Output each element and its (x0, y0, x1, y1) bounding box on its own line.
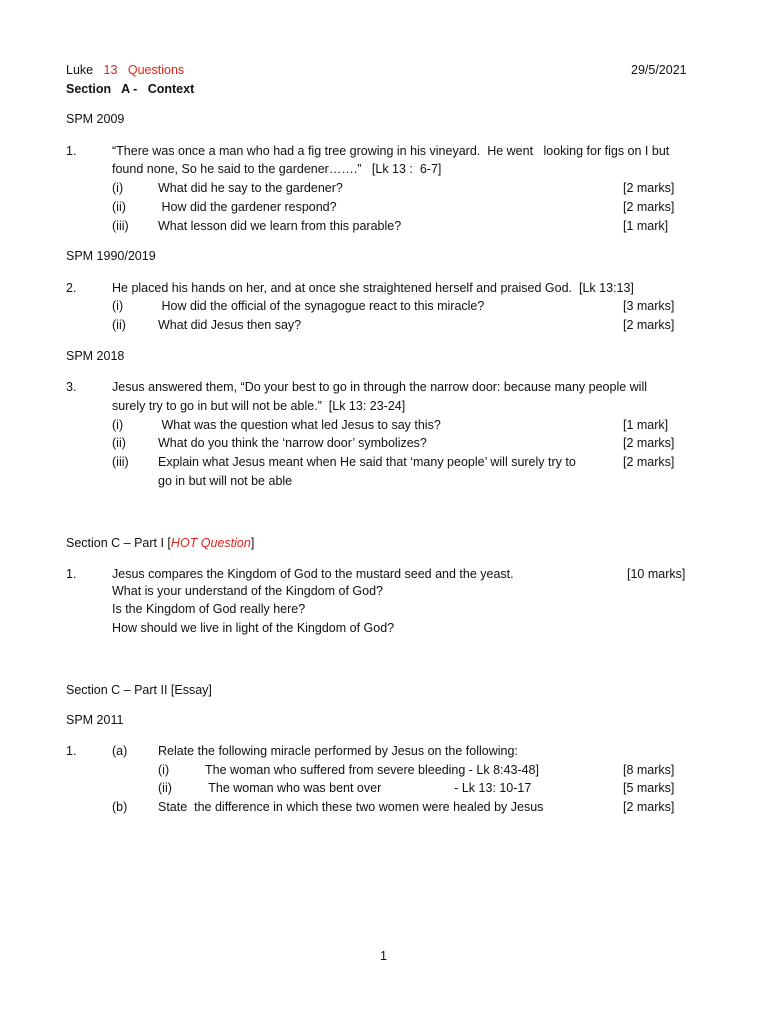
section-c2-heading: Section C – Part II [Essay] (66, 683, 212, 697)
section-c1-heading (66, 535, 254, 551)
question-quote-cont: surely try to go in but will not be able.” [Lk 13: 23-24] (112, 399, 406, 413)
item-roman: (i) (112, 299, 124, 313)
title-chapter: 13 (103, 63, 118, 77)
item-roman: (i) (158, 763, 170, 777)
spm-2009-label: SPM 2009 (66, 112, 125, 126)
item-text: The woman who suffered from severe bleeding - Lk 8:43-48] (205, 763, 539, 777)
page-number: 1 (380, 949, 387, 963)
section-a-heading: Section A - Context (66, 82, 195, 96)
item-text: How did the gardener respond? (158, 200, 337, 214)
item-marks: [8 marks] (623, 763, 675, 777)
heading-suffix: ] (250, 536, 255, 550)
heading-prefix: Section C – Part I [ (66, 536, 171, 550)
item-marks: [3 marks] (623, 299, 675, 313)
question-quote-cont: found none, So he said to the gardener…….” [Lk 13 : 6-7] (112, 162, 442, 176)
title-questions: Questions (127, 63, 185, 77)
question-number: 1. (66, 567, 77, 581)
question-number: 1. (66, 744, 77, 758)
item-marks: [2 marks] (623, 436, 675, 450)
item-roman: (i) (112, 181, 124, 195)
item-text: What was the question what led Jesus to say this? (158, 418, 441, 432)
question-number: 2. (66, 281, 77, 295)
item-roman: (iii) (112, 455, 129, 469)
item-marks: [2 marks] (623, 455, 675, 469)
item-marks: [10 marks] (627, 567, 686, 581)
question-line: How should we live in light of the Kingdom of God? (112, 621, 395, 635)
question-number: 3. (66, 380, 77, 394)
question-quote: “There was once a man who had a fig tree growing in his vineyard. He went looking for figs on I but (112, 144, 670, 158)
item-text: What lesson did we learn from this parable? (158, 219, 402, 233)
item-marks: [5 marks] (623, 781, 675, 795)
item-text: The woman who was bent over - Lk 13: 10-17 (205, 781, 532, 795)
part-text: Relate the following miracle performed by Jesus on the following: (158, 744, 518, 758)
item-roman: (ii) (112, 200, 126, 214)
spm-1990-label: SPM 1990/2019 (66, 249, 156, 263)
item-marks: [1 mark] (623, 219, 669, 233)
item-marks: [2 marks] (623, 181, 675, 195)
question-number: 1. (66, 144, 77, 158)
part-text: State the difference in which these two women were healed by Jesus (158, 800, 544, 814)
item-text: What do you think the ‘narrow door’ symbolizes? (158, 436, 427, 450)
doc-date: 29/5/2021 (631, 63, 687, 77)
item-text: Explain what Jesus meant when He said that ‘many people’ will surely try to (158, 455, 576, 469)
part-label: (b) (112, 800, 128, 814)
question-quote: Jesus answered them, “Do your best to go in through the narrow door: because many people will (112, 380, 648, 394)
spm-2018-label: SPM 2018 (66, 349, 125, 363)
item-text: How did the official of the synagogue react to this miracle? (158, 299, 485, 313)
item-marks: [1 mark] (623, 418, 669, 432)
question-line: Is the Kingdom of God really here? (112, 602, 306, 616)
item-marks: [2 marks] (623, 200, 675, 214)
spm-2011-label: SPM 2011 (66, 713, 124, 727)
item-text: What did he say to the gardener? (158, 181, 343, 195)
question-line: What is your understand of the Kingdom of God? (112, 584, 383, 598)
hot-question-label: HOT Question (170, 536, 251, 550)
item-marks: [2 marks] (623, 318, 675, 332)
item-marks: [2 marks] (623, 800, 675, 814)
item-roman: (i) (112, 418, 124, 432)
item-roman: (iii) (112, 219, 129, 233)
item-roman: (ii) (158, 781, 172, 795)
item-text-cont: go in but will not be able (158, 474, 293, 488)
item-text: What did Jesus then say? (158, 318, 302, 332)
title-luke: Luke (66, 63, 94, 77)
item-roman: (ii) (112, 436, 126, 450)
doc-title (66, 62, 184, 78)
part-label: (a) (112, 744, 128, 758)
item-roman: (ii) (112, 318, 126, 332)
question-line: Jesus compares the Kingdom of God to the mustard seed and the yeast. (112, 567, 514, 581)
question-quote: He placed his hands on her, and at once she straightened herself and praised God. [Lk 13:13] (112, 281, 634, 295)
